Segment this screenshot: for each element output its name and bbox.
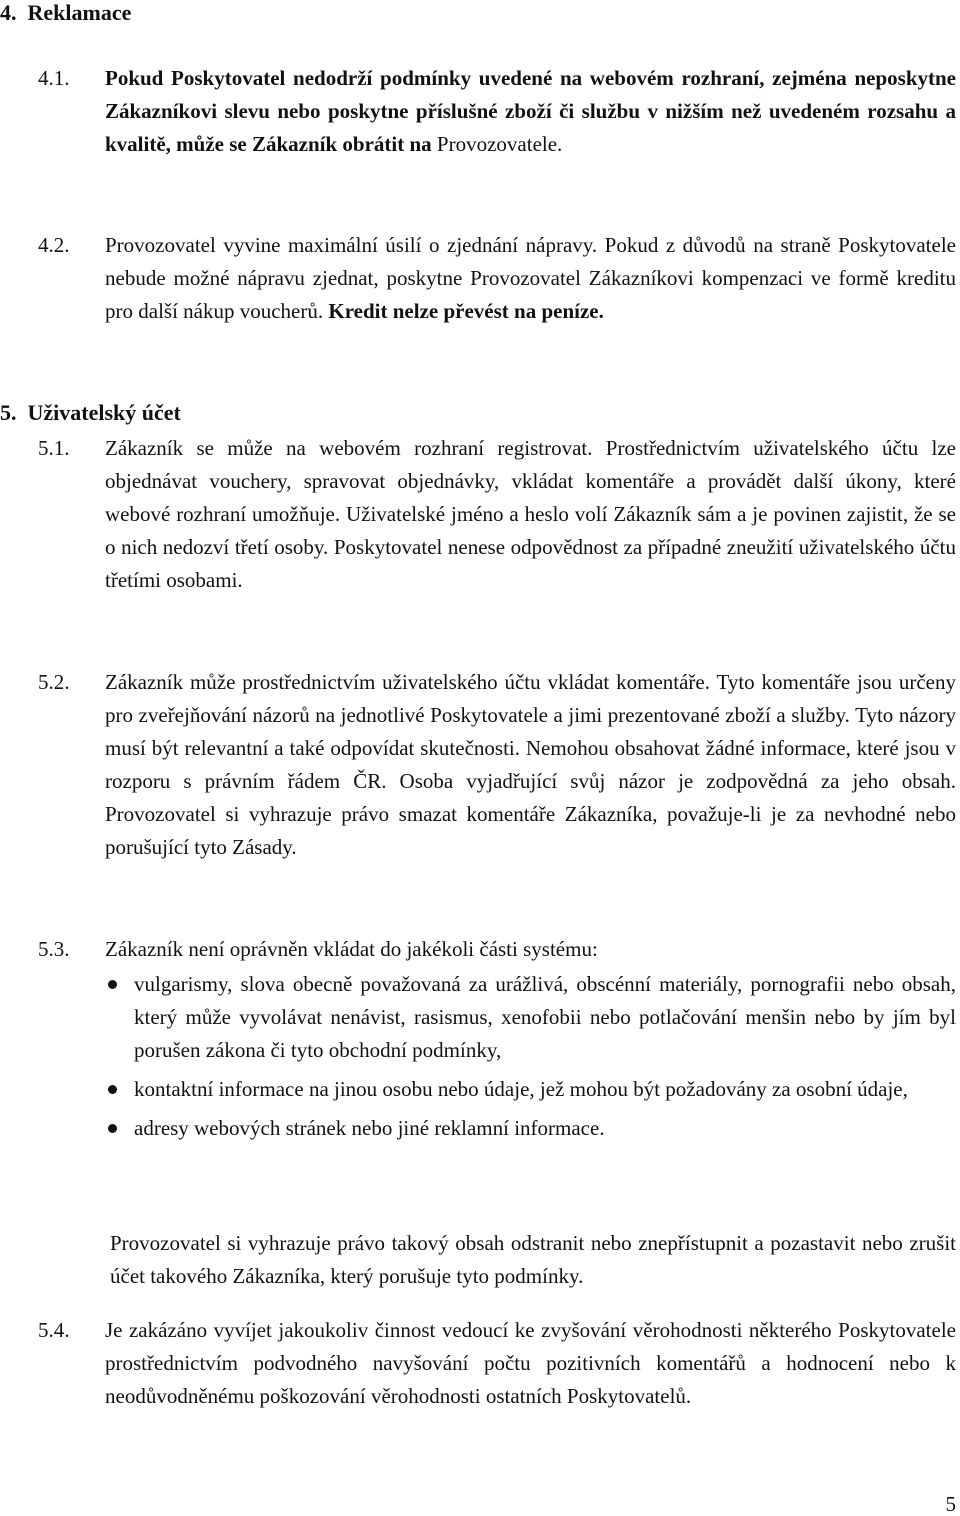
paragraph-number: 5.4.: [38, 1318, 70, 1342]
section-number: 5.: [0, 400, 17, 425]
section-heading-reklamace: [0, 0, 131, 29]
list-item: [106, 968, 956, 1067]
paragraph-bold-text: Pokud Poskytovatel nedodrží podmínky uvedené na webovém rozhraní, zejména neposkytne Zákazníkovi slevu nebo poskytne příslušné zboží či službu v nižším než uvedeném rozsahu a kvalitě, může se Zákazník obrátit na: [105, 66, 956, 156]
section-title: Uživatelský účet: [27, 400, 181, 425]
list-item: [106, 1073, 956, 1106]
bullet-icon: [108, 980, 117, 989]
list-item: [106, 1112, 956, 1145]
paragraph-5-3-intro: Zákazník není oprávněn vkládat do jakékoli části systému:: [105, 937, 598, 961]
list-item-text: adresy webových stránek nebo jiné reklamní informace.: [134, 1116, 605, 1140]
paragraph-4-1: [105, 62, 956, 161]
paragraph-number: 4.2.: [38, 233, 70, 257]
paragraph-5-2: Zákazník může prostřednictvím uživatelského účtu vkládat komentáře. Tyto komentáře jsou určeny pro zveřejňování názorů na jednotlivé Poskytovatele a jimi prezentované zboží a služby. Tyto názory musí být relevantní a také odpovídat skutečnosti. Nemohou obsahovat žádné informace, které jsou v rozporu s právním řádem ČR. Osoba vyjadřující svůj názor je zodpovědná za jeho obsah. Provozovatel si vyhrazuje právo smazat komentáře Zákazníka, považuje-li je za nevhodné nebo porušující tyto Zásady.: [105, 670, 956, 859]
section-title: Reklamace: [27, 0, 132, 25]
section-number: 4.: [0, 0, 17, 25]
paragraph-number: 5.1.: [38, 436, 70, 460]
list-item-text: kontaktní informace na jinou osobu nebo údaje, jež mohou být požadovány za osobní údaje,: [134, 1077, 908, 1101]
bullet-icon: [108, 1124, 117, 1133]
paragraph-bold-end: Kredit nelze převést na peníze.: [328, 299, 604, 323]
paragraph-5-3-closing: Provozovatel si vyhrazuje právo takový obsah odstranit nebo znepřístupnit a pozastavit nebo zrušit účet takového Zákazníka, který porušuje tyto podmínky.: [110, 1231, 956, 1288]
paragraph-4-2: [105, 229, 956, 328]
paragraph-5-4: Je zakázáno vyvíjet jakoukoliv činnost vedoucí ke zvyšování věrohodnosti některého Poskytovatele prostřednictvím podvodného navyšování počtu pozitivních komentářů a hodnocení nebo k neodůvodněnému poškozování věrohodnosti ostatních Poskytovatelů.: [105, 1318, 956, 1408]
list-item-text: vulgarismy, slova obecně považovaná za urážlivá, obscénní materiály, pornografii nebo obsah, který může vyvolávat nenávist, rasismus, xenofobii nebo potlačování menšin nebo by jím byl porušen zákona či tyto obchodní podmínky,: [134, 972, 956, 1062]
section-heading-uzivatelsky-ucet: [0, 396, 181, 429]
page-number: 5: [945, 1492, 956, 1516]
prohibited-content-list: [106, 968, 956, 1151]
paragraph-number: 4.1.: [38, 66, 70, 90]
paragraph-5-1: Zákazník se může na webovém rozhraní registrovat. Prostřednictvím uživatelského účtu lze objednávat vouchery, spravovat objednávky, vkládat komentáře a provádět další úkony, které webové rozhraní umožňuje. Uživatelské jméno a heslo volí Zákazník sám a je povinen zajistit, že se o nich nedozví třetí osoby. Poskytovatel nenese odpovědnost za případné zneužití uživatelského účtu třetími osobami.: [105, 436, 956, 592]
paragraph-number: 5.3.: [38, 937, 70, 961]
bullet-icon: [108, 1085, 117, 1094]
paragraph-number: 5.2.: [38, 670, 70, 694]
paragraph-text: Provozovatel vyvine maximální úsilí o zjednání nápravy. Pokud z důvodů na straně Poskytovatele nebude možné nápravu zjednat, poskytne Provozovatel Zákazníkovi kompenzaci ve formě kreditu pro další nákup voucherů.: [105, 233, 956, 323]
paragraph-text-end: Provozovatele.: [436, 132, 563, 156]
